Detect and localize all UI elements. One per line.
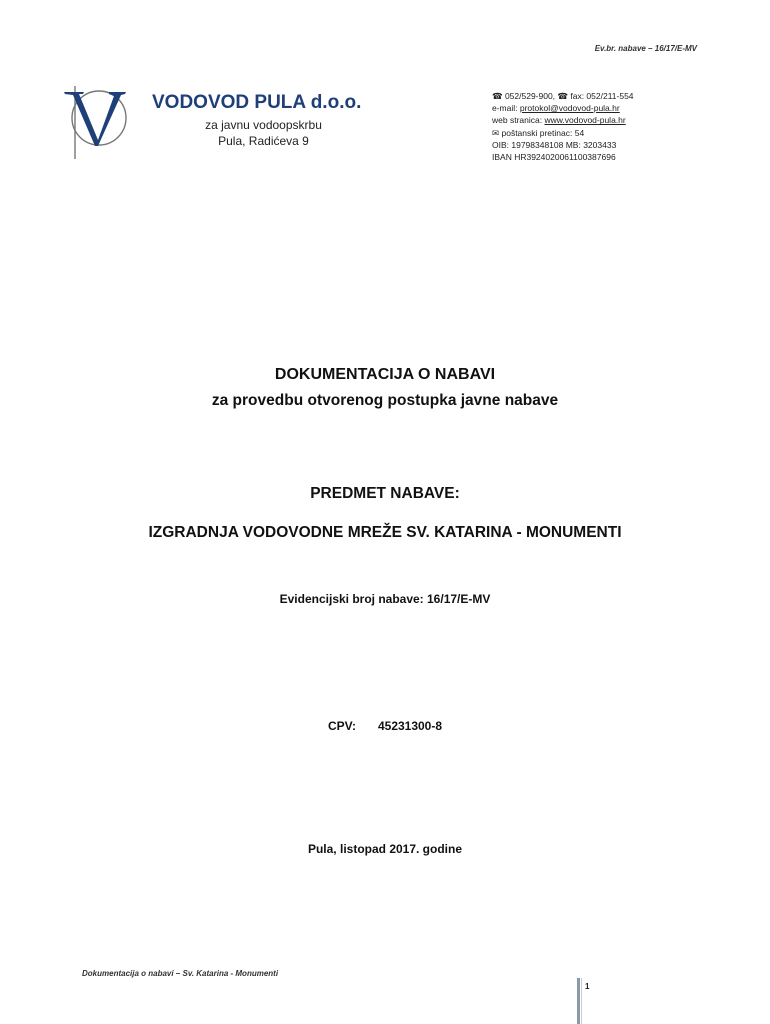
web-line — [492, 114, 732, 126]
document-title: DOKUMENTACIJA O NABAVI — [274, 366, 496, 383]
cpv-label: CPV: — [327, 719, 356, 733]
company-details — [152, 117, 375, 149]
company-subtitle: za javnu vodoopskrbu — [205, 118, 322, 132]
company-address: Pula, Radićeva 9 — [218, 134, 309, 148]
place-date: Pula, listopad 2017. godine — [307, 842, 463, 856]
web-label: web stranica: — [492, 115, 545, 126]
iban-line: IBAN HR3924020061100387696 — [492, 152, 616, 163]
page-number: 1 — [585, 982, 590, 991]
header-reference: Ev.br. nabave – 16/17/E-MV — [594, 44, 697, 53]
subject-value: IZGRADNJA VODOVODNE MREŽE SV. KATARINA - MONUMENTI — [148, 524, 622, 541]
company-name: VODOVOD PULA d.o.o. — [152, 92, 362, 113]
evidence-number: Evidencijski broj nabave: 16/17/E-MV — [279, 592, 491, 606]
oib-mb-line: OIB: 19798348108 MB: 3203433 — [492, 139, 617, 150]
cpv-value: 45231300-8 — [377, 719, 443, 733]
po-box-line: ✉ poštanski pretinac: 54 — [492, 127, 585, 138]
subject-label: PREDMET NABAVE: — [310, 485, 460, 502]
cpv-line — [0, 719, 770, 733]
footer-text: Dokumentacija o nabavi – Sv. Katarina - Monumenti — [82, 969, 279, 978]
phone-line: ☎ 052/529-900, ☎ fax: 052/211-554 — [492, 91, 634, 101]
email-line — [492, 102, 732, 114]
web-link[interactable]: www.vodovod-pula.hr — [544, 115, 626, 126]
v-letter-logo-icon — [62, 80, 132, 162]
contact-block — [492, 90, 732, 163]
document-subtitle: za provedbu otvorenog postupka javne nabave — [211, 392, 559, 409]
page-number-rule — [577, 978, 580, 1024]
page-number-rule-light — [581, 978, 582, 1024]
email-link[interactable]: protokol@vodovod-pula.hr — [519, 103, 620, 114]
email-label: e-mail: — [492, 103, 520, 114]
